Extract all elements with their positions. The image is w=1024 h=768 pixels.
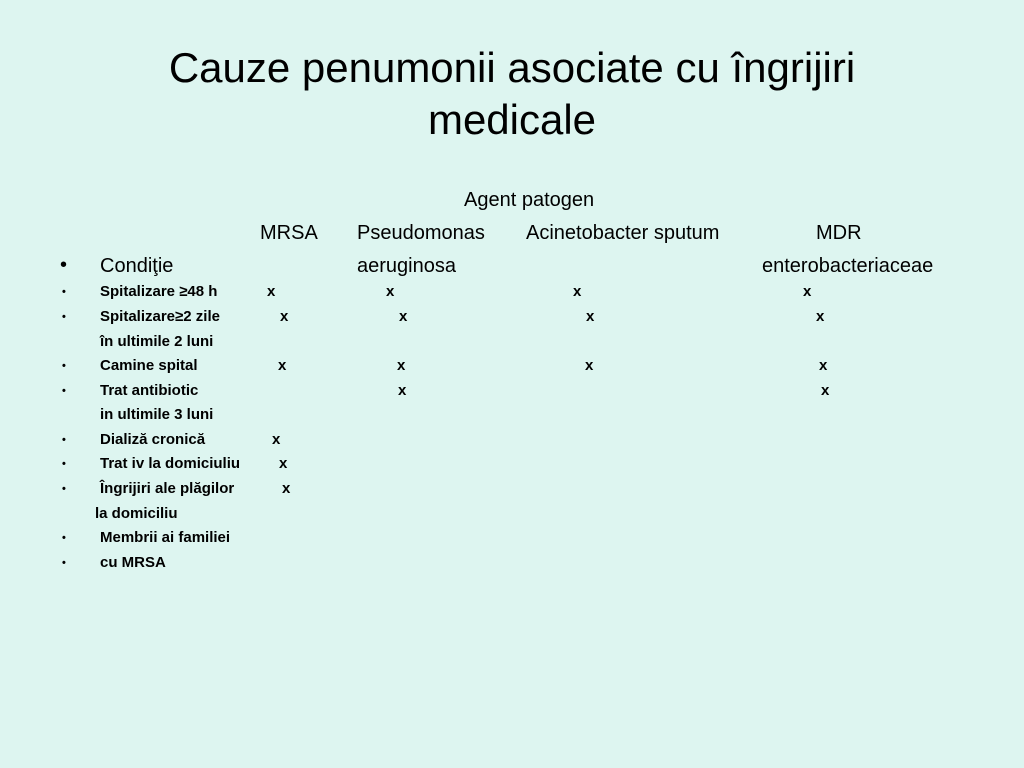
row-label: Dializă cronică <box>100 431 206 448</box>
row-label: Îngrijiri ale plăgilor <box>100 480 235 497</box>
bullet: • <box>62 557 66 569</box>
col-header-pseudomonas: Pseudomonas <box>357 222 485 244</box>
row-label: Membrii ai familiei <box>100 529 231 546</box>
mark-pseudomonas: x <box>397 357 406 374</box>
col-header-mdr: MDR <box>816 222 862 244</box>
mark-mdr: x <box>816 308 825 325</box>
mark-pseudomonas: x <box>386 283 395 300</box>
col-header-acinetobacter: Acinetobacter sputum <box>526 222 720 244</box>
row-label: Spitalizare ≥48 h <box>100 283 218 300</box>
bullet: • <box>60 254 68 276</box>
row-label-continuation: in ultimile 3 luni <box>100 406 214 423</box>
mark-mdr: x <box>821 382 830 399</box>
col-header-pseudomonas-line-2: aeruginosa <box>357 255 456 277</box>
row-label: Trat antibiotic <box>100 382 199 399</box>
mark-mrsa: x <box>267 283 276 300</box>
mark-acinetobacter: x <box>586 308 595 325</box>
row-label: Trat iv la domiciuliu <box>100 455 241 472</box>
bullet: • <box>62 286 66 298</box>
row-label-continuation: în ultimile 2 luni <box>100 333 214 350</box>
mark-mdr: x <box>819 357 828 374</box>
mark-mrsa: x <box>280 308 289 325</box>
mark-acinetobacter: x <box>585 357 594 374</box>
bullet: • <box>62 360 66 372</box>
slide-title-line-1: Cauze penumonii asociate cu îngrijiri <box>168 44 856 91</box>
slide-title-line-2: medicale <box>427 96 597 143</box>
mark-pseudomonas: x <box>398 382 407 399</box>
bullet: • <box>62 458 66 470</box>
row-label-continuation: la domiciliu <box>95 505 178 522</box>
mark-mrsa: x <box>279 455 288 472</box>
bullet: • <box>62 311 66 323</box>
bullet: • <box>62 532 66 544</box>
col-header-mrsa: MRSA <box>260 222 318 244</box>
bullet: • <box>62 434 66 446</box>
mark-mrsa: x <box>278 357 287 374</box>
condition-label: Condiţie <box>100 255 174 277</box>
mark-pseudomonas: x <box>399 308 408 325</box>
mark-mrsa: x <box>272 431 281 448</box>
mark-mrsa: x <box>282 480 291 497</box>
bullet: • <box>62 483 66 495</box>
bullet: • <box>62 385 66 397</box>
col-header-mdr-line-2: enterobacteriaceae <box>762 255 934 277</box>
row-label: cu MRSA <box>100 554 166 571</box>
row-label: Camine spital <box>100 357 198 374</box>
mark-acinetobacter: x <box>573 283 582 300</box>
slide-title <box>0 42 1024 146</box>
agent-header: Agent patogen <box>464 189 595 211</box>
mark-mdr: x <box>803 283 812 300</box>
row-label: Spitalizare≥2 zile <box>100 308 220 325</box>
